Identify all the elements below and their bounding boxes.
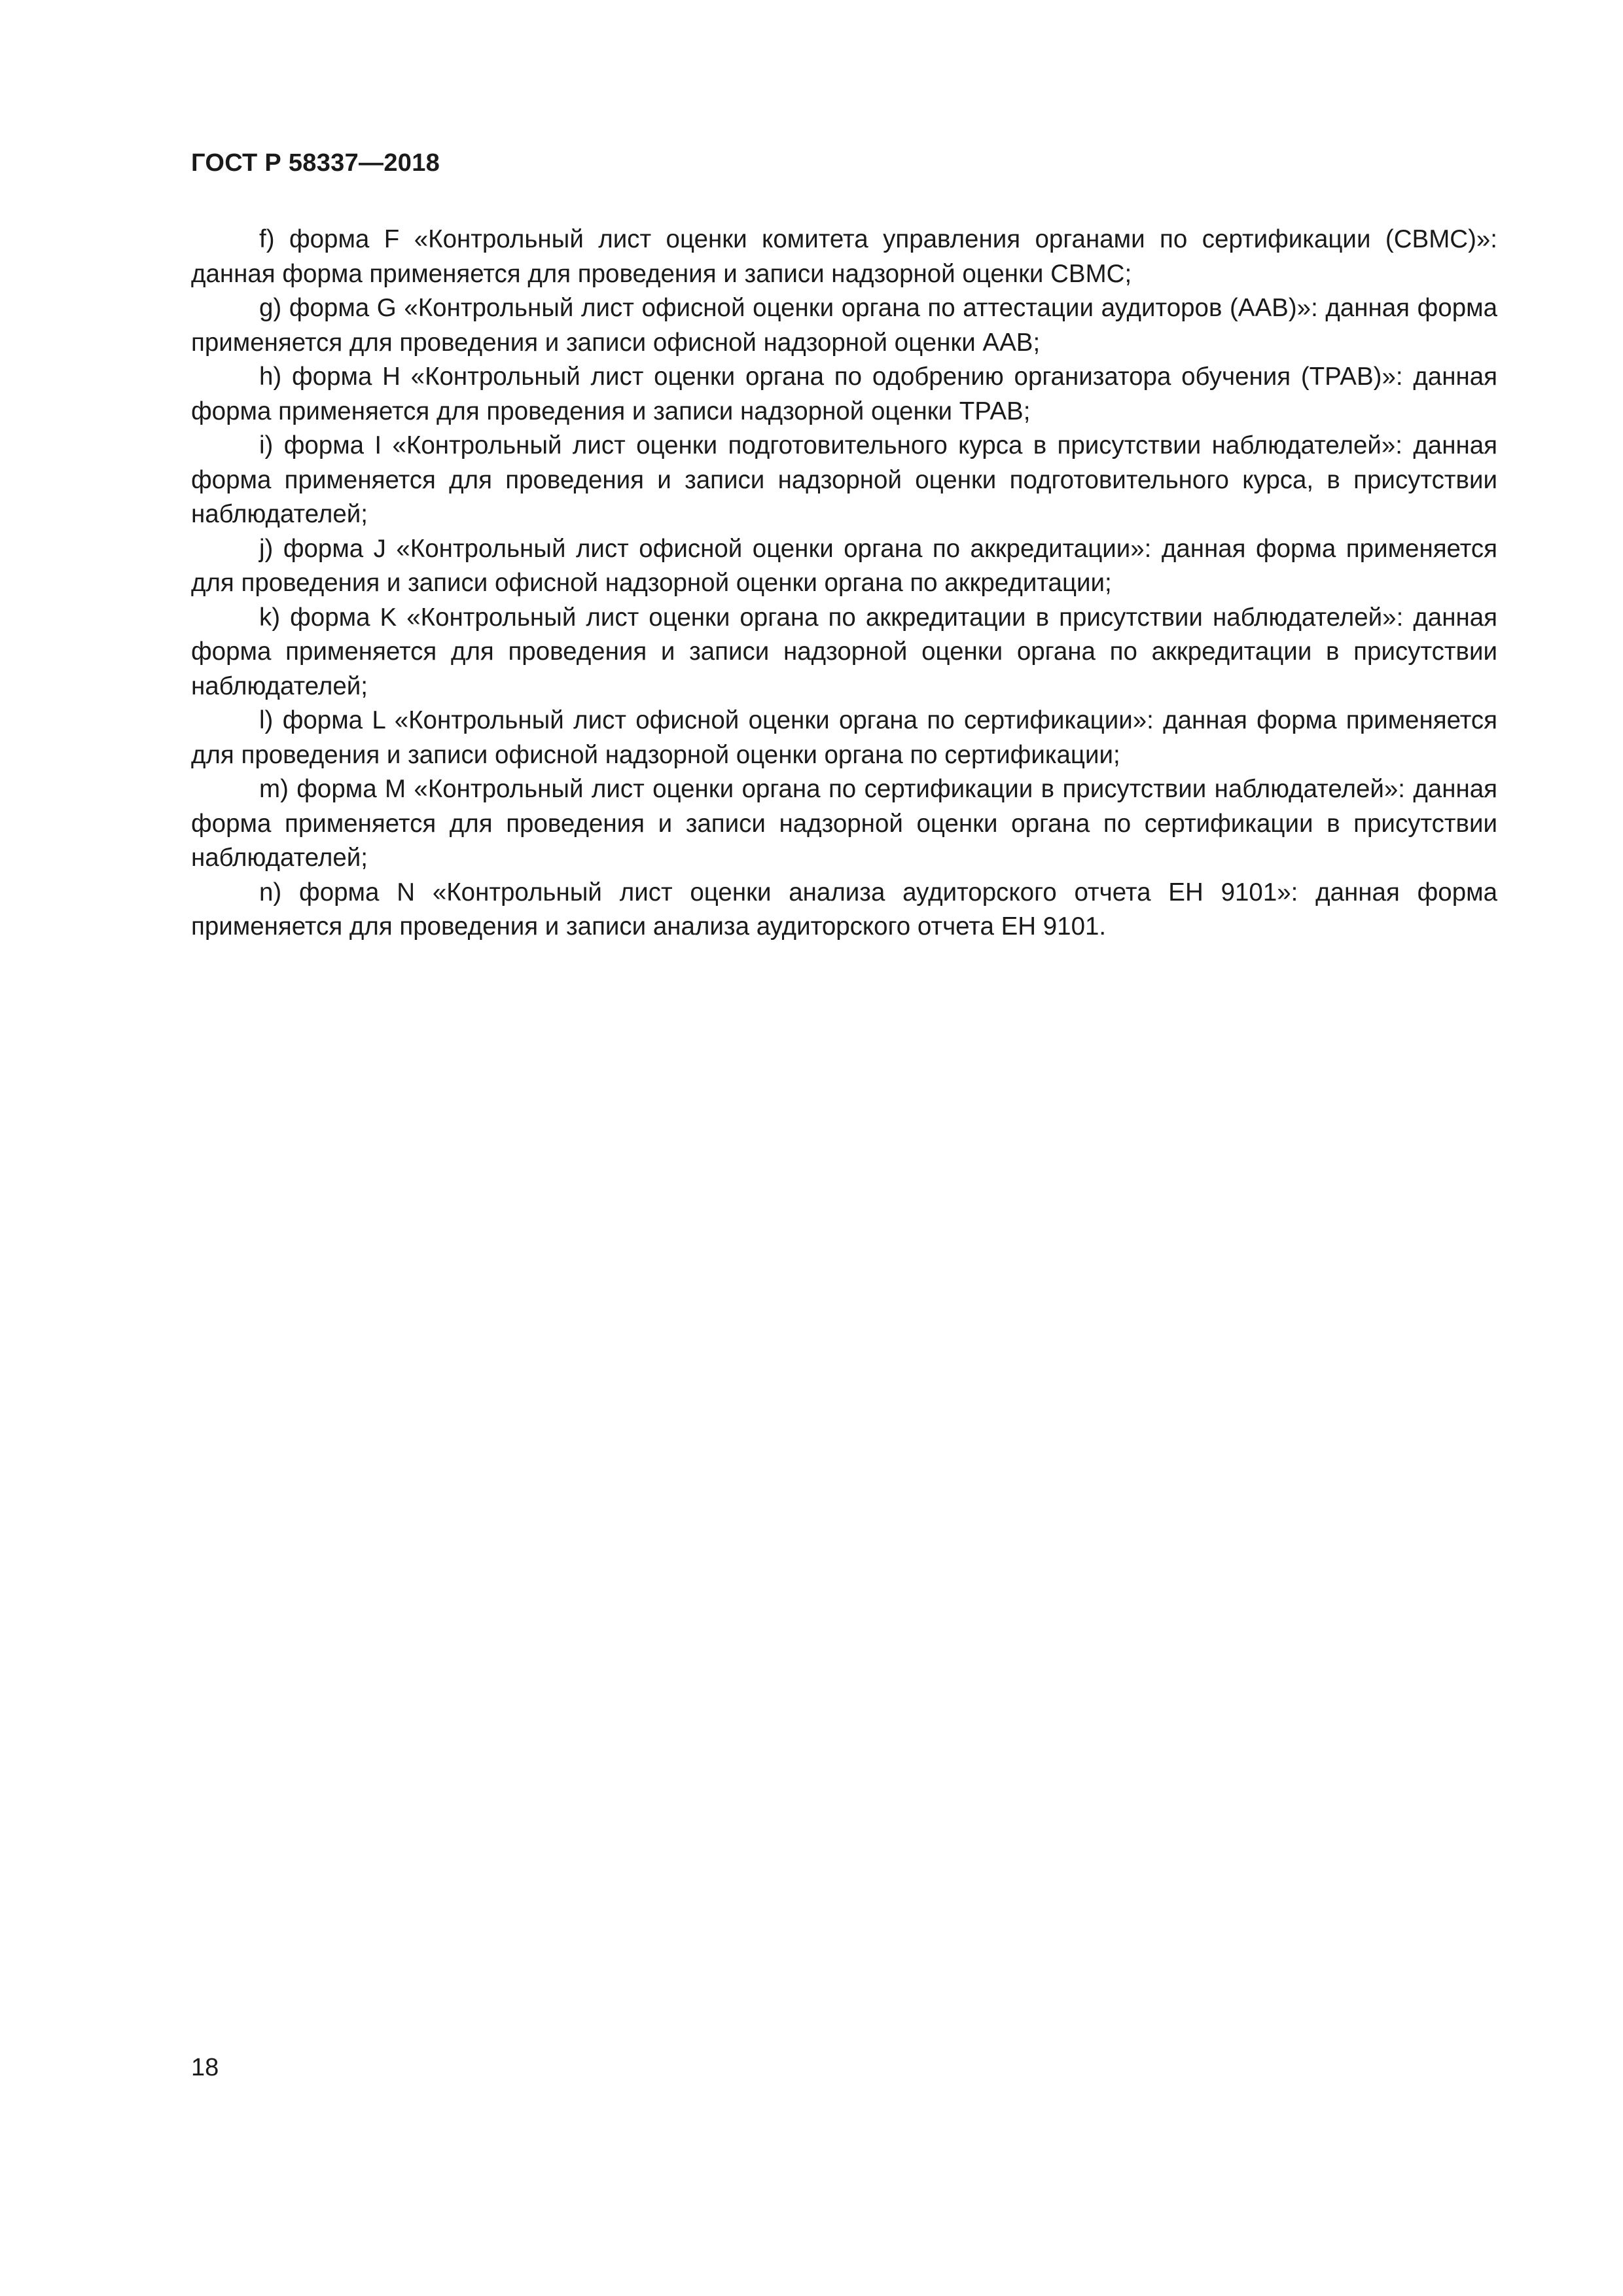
list-item-h: h) форма H «Контрольный лист оценки органа по одобрению организатора обучения (ТРАВ)»: данная форма применяется для проведения и записи надзорной оценки ТРАВ; bbox=[191, 363, 1497, 425]
list-item-f: f) форма F «Контрольный лист оценки комитета управления органами по сертификации (СВМС)»: данная форма применяется для проведения и записи надзорной оценки СВМС; bbox=[191, 225, 1497, 288]
standard-header: ГОСТ Р 58337—2018 bbox=[191, 149, 440, 177]
list-item-n: n) форма N «Контрольный лист оценки анализа аудиторского отчета ЕН 9101»: данная форма применяется для проведения и записи анализа аудиторского отчета ЕН 9101. bbox=[191, 878, 1497, 941]
list-item-g: g) форма G «Контрольный лист офисной оценки органа по аттестации аудиторов (ААВ)»: данная форма применяется для проведения и записи офисной надзорной оценки ААВ; bbox=[191, 294, 1497, 357]
list-item-i: i) форма I «Контрольный лист оценки подготовительного курса в присутствии наблюдателей»: данная форма применяется для проведения и записи надзорной оценки подготовительного курса, в присутствии наблюдателей; bbox=[191, 431, 1497, 528]
list-item-j: j) форма J «Контрольный лист офисной оценки органа по аккредитации»: данная форма применяется для проведения и записи офисной надзорной оценки органа по аккредитации; bbox=[191, 534, 1497, 597]
list-item-l: l) форма L «Контрольный лист офисной оценки органа по сертификации»: данная форма применяется для проведения и записи офисной надзорной оценки органа по сертификации; bbox=[191, 706, 1497, 769]
list-item-m: m) форма M «Контрольный лист оценки органа по сертификации в присутствии наблюдателей»: данная форма применяется для проведения и записи надзорной оценки органа по сертификации в присутствии наблюдателей; bbox=[191, 775, 1497, 872]
page-number: 18 bbox=[191, 2054, 219, 2081]
form-list bbox=[191, 223, 1497, 944]
list-item-k: k) форма K «Контрольный лист оценки органа по аккредитации в присутствии наблюдателей»: данная форма применяется для проведения и записи надзорной оценки органа по аккредитации в присутствии наблюдателей; bbox=[191, 603, 1497, 700]
